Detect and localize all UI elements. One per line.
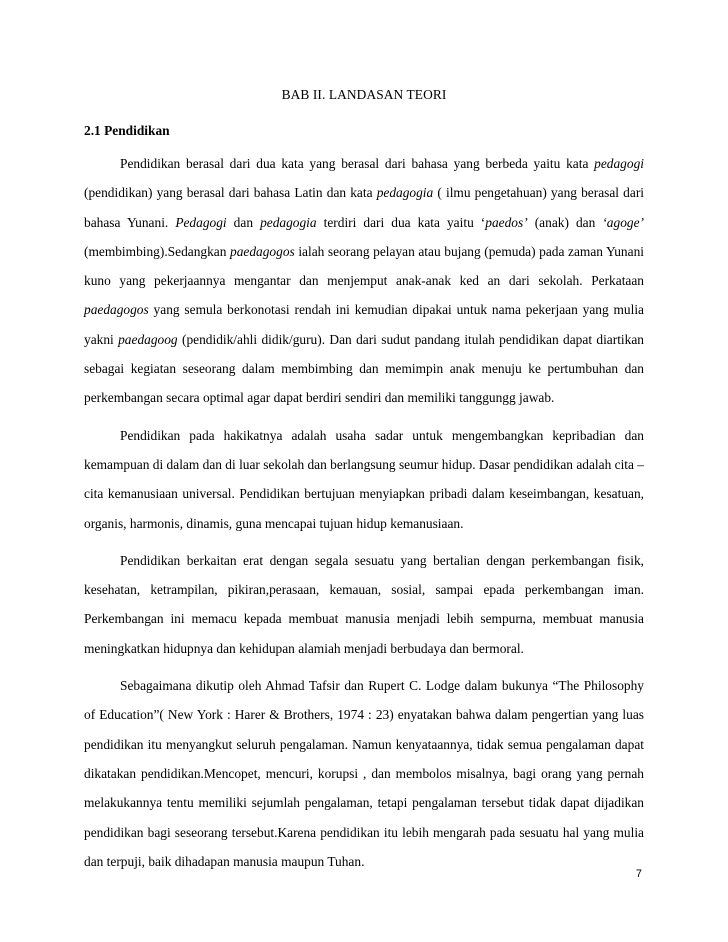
italic-term: Pedagogi xyxy=(175,214,227,230)
chapter-title: BAB II. LANDASAN TEORI xyxy=(281,87,447,102)
text-run: ialah seorang pelayan atau bujang (pemuda) pada zaman Yunani kuno yang pekerjaannya mengantar dan menjemput anak-anak ked an dari sekolah. Perkataan xyxy=(84,243,644,289)
text-run: Pendidikan berkaitan erat dengan segala sesuatu yang bertalian dengan perkembangan fisik, kesehatan, ketrampilan, pikiran,perasaan, kemauan, sosial, sampai epada perkembangan iman. Perkembangan ini memacu kepada membuat manusia menjadi lebih sempurna, membuat manusia meningkatkan hidupnya dan kehidupan alamiah menjadi berbudaya dan bermoral. xyxy=(84,552,644,656)
text-run: dan xyxy=(226,214,261,230)
italic-term: pedagogi xyxy=(594,156,644,171)
italic-term: ‘agoge’ xyxy=(602,214,644,230)
section-heading: 2.1 Pendidikan xyxy=(84,123,170,138)
text-run: (pendidikan) yang berasal dari bahasa Latin dan kata xyxy=(84,185,377,201)
text-run: Sebagaimana dikutip oleh Ahmad Tafsir dan Rupert C. Lodge dalam bukunya “The Philosophy of Education”( New York : Harer & Brothers, 1974 : 23) enyatakan bahwa dalam pengertian yang luas pendidikan itu menyangkut seluruh pengalaman. Namun kenyataannya, tidak semua pengalaman dapat dikatakan pendidikan.Mencopet, mencuri, korupsi , dan membolos misalnya, bagi orang yang pernah melakukannya tentu memiliki sejumlah pengalaman, tetapi pengalaman tersebut tidak dapat dijadikan pendidikan bagi seseorang tersebut.Karena pendidikan itu lebih mengarah pada sesuatu hal yang mulia dan terpuji, baik dihadapan manusia maupun Tuhan. xyxy=(84,678,644,869)
page-number: 7 xyxy=(635,868,642,880)
text-run: Pendidikan berasal dari dua kata yang berasal dari bahasa yang berbeda yaitu kata xyxy=(120,156,595,171)
body-text xyxy=(84,149,644,884)
text-run: ( ilmu pengetahuan) yang berasal dari bahasa Yunani. xyxy=(84,185,644,230)
text-run: (membimbing).Sedangkan xyxy=(84,243,231,259)
italic-term: paedos’ xyxy=(485,214,528,230)
paragraph-2 xyxy=(84,421,644,538)
text-run: terdiri dari dua kata yaitu ‘ xyxy=(316,214,486,230)
text-run: Pendidikan pada hakikatnya adalah usaha sadar untuk mengembangkan kepribadian dan kemampuan di dalam dan di luar sekolah dan berlangsung seumur hidup. Dasar pendidikan adalah cita – cita kemanusiaan universal. Pendidikan bertujuan menyiapkan pribadi dalam keseimbangan, kesatuan, organis, harmonis, dinamis, guna mencapai tujuan hidup kemanusiaan. xyxy=(84,427,645,531)
text-run: yang semula berkonotasi rendah ini kemudian dipakai untuk nama pekerjaan yang mulia yakni xyxy=(84,302,644,347)
paragraph-4 xyxy=(84,671,644,876)
paragraph-3 xyxy=(84,546,644,663)
italic-term: pedagogia xyxy=(260,214,317,230)
italic-term: pedagogia xyxy=(376,185,434,201)
paragraph-1 xyxy=(84,149,644,413)
text-run: (pendidik/ahli didik/guru). Dan dari sudut pandang itulah pendidikan dapat diartikan sebagai kegiatan seseorang dalam membimbing dan memimpin anak menuju ke pertumbuhan dan perkembangan secara optimal agar dapat berdiri sendiri dan memiliki tanggungg jawab. xyxy=(84,331,644,406)
italic-term: paedagogos xyxy=(230,243,295,259)
italic-term: paedagoog xyxy=(118,331,178,347)
text-run: (anak) dan xyxy=(527,214,603,230)
italic-term: paedagogos xyxy=(84,302,149,318)
